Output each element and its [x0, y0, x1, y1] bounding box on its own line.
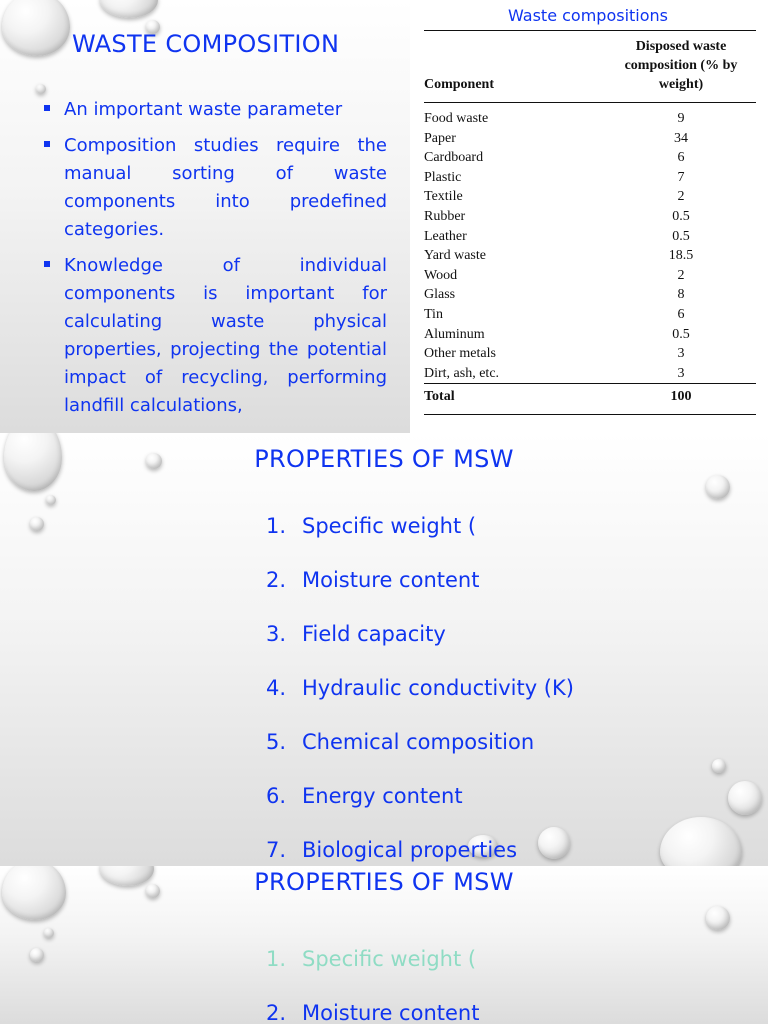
water-drop	[660, 817, 742, 866]
table-row: Cardboard 6	[424, 150, 685, 166]
column-header-component: Component	[424, 31, 606, 103]
water-drop	[46, 495, 56, 505]
slide-waste-composition	[0, 0, 768, 433]
list-item-faded: 1. Specific weight (	[266, 947, 477, 971]
table-row: Glass 8	[424, 287, 685, 303]
table-row: Aluminum 0.5	[424, 326, 690, 342]
bullet-item: Knowledge of individual components is important for calculating waste physical properties, projecting the potential impact of recycling, performing landfill calculations,	[44, 252, 387, 420]
water-drop	[728, 781, 762, 815]
slide-properties-of-msw	[0, 433, 768, 866]
water-drop	[30, 948, 44, 962]
water-drop	[706, 906, 730, 930]
bullet-square-icon	[44, 141, 50, 147]
bullet-item: An important waste parameter	[44, 96, 387, 124]
table-caption: Waste compositions	[507, 6, 669, 25]
list-item: 1. Specific weight (	[266, 514, 477, 538]
total-value: 100	[606, 384, 756, 415]
table-row: Leather 0.5	[424, 228, 690, 244]
properties-list	[266, 932, 479, 1024]
composition-table-panel	[410, 0, 768, 433]
water-drop	[30, 517, 44, 531]
list-item: 4. Hydraulic conductivity (K)	[266, 676, 574, 700]
table-row: Food waste 9	[424, 111, 685, 126]
water-drop	[712, 759, 726, 773]
table-row: Paper 34	[424, 130, 688, 146]
water-drop	[706, 475, 730, 499]
bullet-list	[44, 96, 387, 428]
table-row: Plastic 7	[424, 169, 685, 185]
column-header-composition: Disposed waste composition (% by weight)	[606, 31, 756, 103]
slide-title: PROPERTIES OF MSW	[254, 445, 514, 473]
table-row: Other metals 3	[424, 346, 685, 362]
table-row: Textile 2	[424, 189, 685, 205]
table-row: Tin 6	[424, 306, 685, 322]
list-item: 5. Chemical composition	[266, 730, 535, 754]
table-row: Rubber 0.5	[424, 208, 690, 224]
water-drop	[36, 84, 46, 94]
list-item: 3. Field capacity	[266, 622, 446, 646]
bullet-square-icon	[44, 261, 50, 267]
list-item: 6. Energy content	[266, 784, 463, 808]
total-label: Total	[424, 384, 606, 415]
water-drop	[44, 928, 54, 938]
list-item: 2. Moisture content	[266, 568, 480, 592]
bullet-square-icon	[44, 105, 50, 111]
properties-list	[266, 499, 574, 866]
table-row: Dirt, ash, etc. 3	[424, 365, 685, 381]
table-row: Wood 2	[424, 267, 685, 283]
table-row: Yard waste 18.5	[424, 248, 694, 264]
slide-properties-of-msw-partial	[0, 866, 768, 1024]
composition-table	[424, 30, 756, 415]
water-drop	[100, 0, 158, 18]
slide-title: PROPERTIES OF MSW	[254, 868, 514, 896]
table-total-row	[424, 384, 756, 415]
slide-title: WASTE COMPOSITION	[72, 30, 340, 58]
bullet-item: Composition studies require the manual sorting of waste components into predefined categories.	[44, 132, 387, 244]
water-drop	[2, 0, 70, 56]
list-item: 7. Biological properties	[266, 838, 518, 862]
list-item: 2. Moisture content	[266, 1001, 480, 1024]
